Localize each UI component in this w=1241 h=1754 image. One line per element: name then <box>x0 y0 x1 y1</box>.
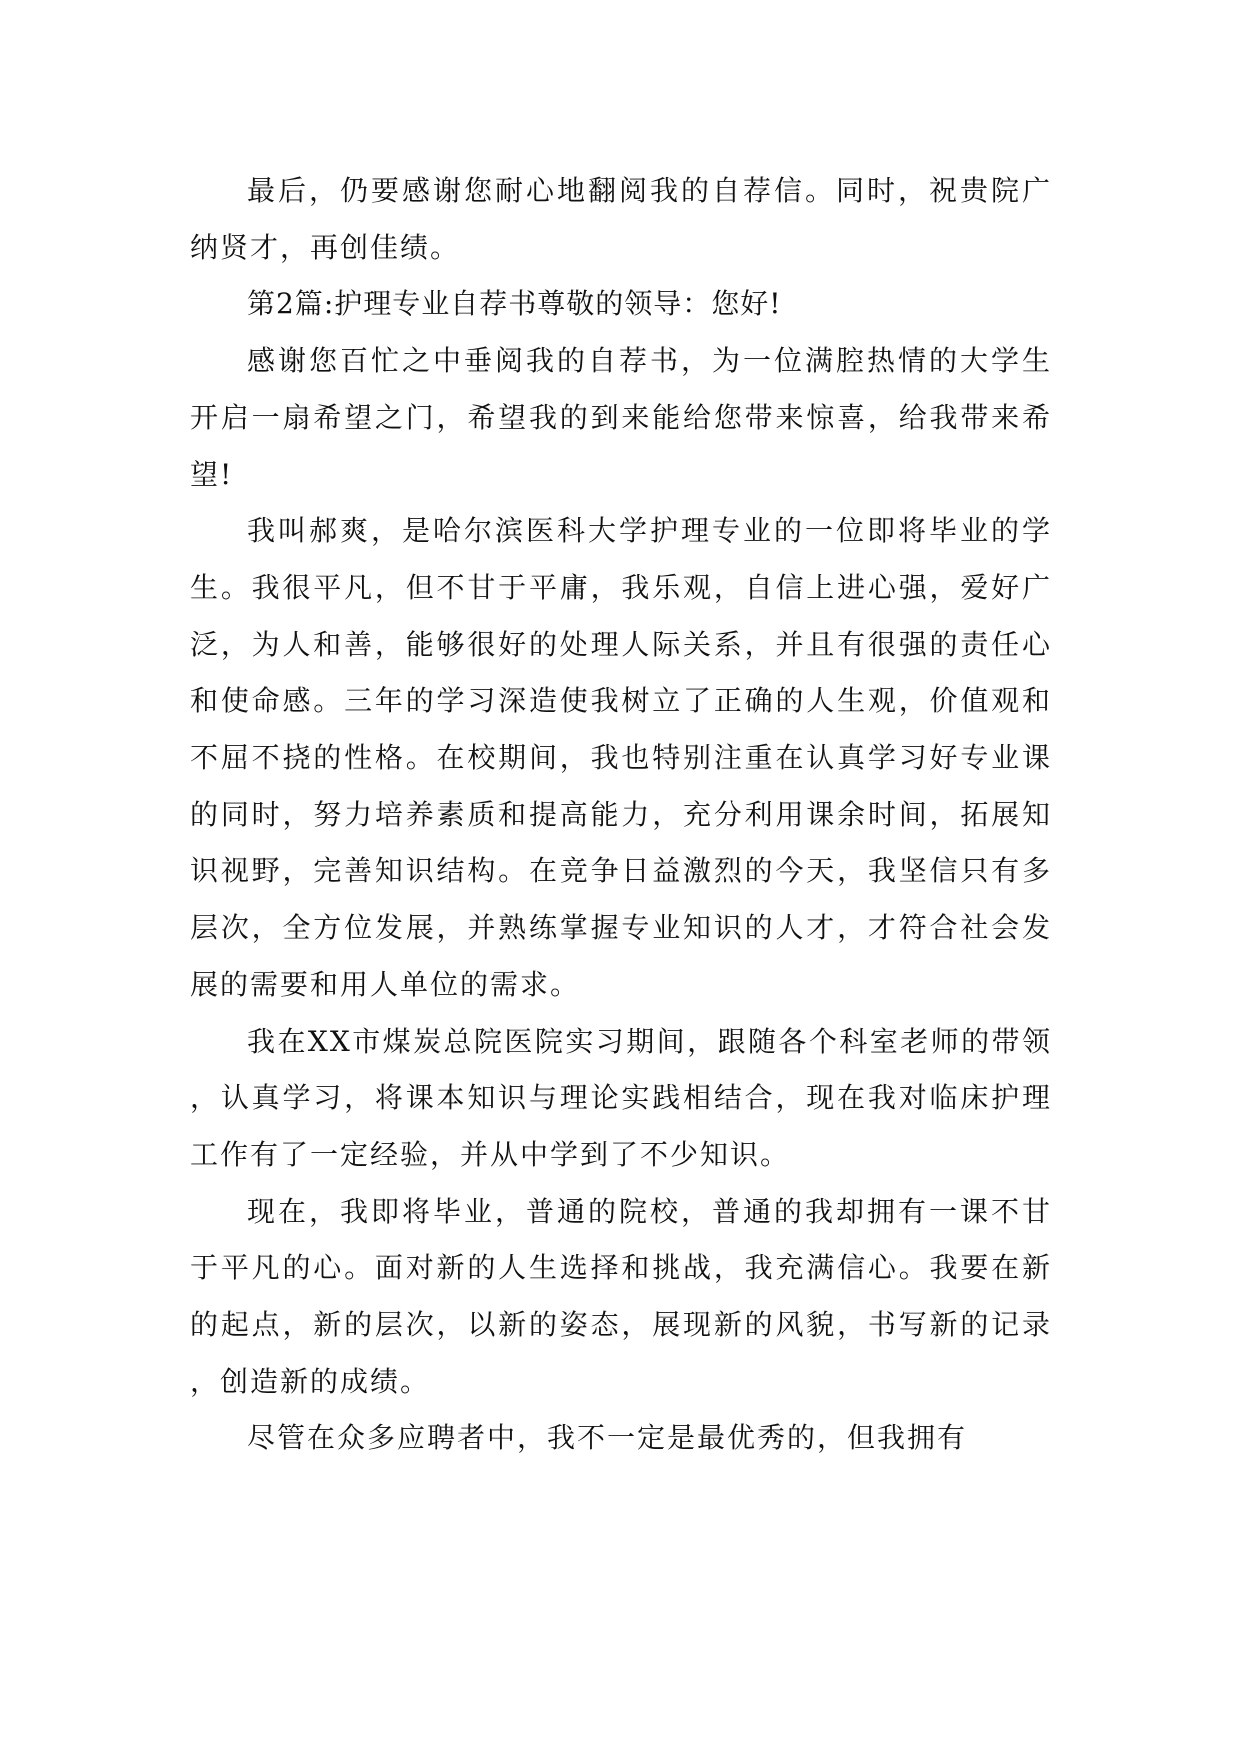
document-body <box>190 163 1052 1467</box>
candidate-paragraph: 尽管在众多应聘者中，我不一定是最优秀的，但我拥有 <box>247 1421 968 1455</box>
intro-paragraph: 感谢您百忙之中垂阅我的自荐书，为一位满腔热情的大学生开启一扇希望之门，希望我的到来能给您带来惊喜，给我带来希望! <box>190 344 1052 491</box>
internship-paragraph: 我在XX市煤炭总院医院实习期间，跟随各个科室老师的带领，认真学习，将课本知识与理论实践相结合，现在我对临床护理工作有了一定经验，并从中学到了不少知识。 <box>190 1024 1052 1171</box>
self-introduction-paragraph: 我叫郝爽，是哈尔滨医科大学护理专业的一位即将毕业的学生。我很平凡，但不甘于平庸，我乐观，自信上进心强，爱好广泛，为人和善，能够很好的处理人际关系，并且有很强的责任心和使命感。三年的学习深造使我树立了正确的人生观，价值观和不屈不挠的性格。在校期间，我也特别注重在认真学习好专业课的同时，努力培养素质和提高能力，充分利用课余时间，拓展知识视野，完善知识结构。在竞争日益激烈的今天，我坚信只有多层次，全方位发展，并熟练掌握专业知识的人才，才符合社会发展的需要和用人单位的需求。 <box>190 514 1052 1001</box>
graduation-paragraph: 现在，我即将毕业，普通的院校，普通的我却拥有一课不甘于平凡的心。面对新的人生选择和挑战，我充满信心。我要在新的起点，新的层次，以新的姿态，展现新的风貌，书写新的记录，创造新的成绩。 <box>190 1194 1052 1398</box>
closing-paragraph: 最后，仍要感谢您耐心地翻阅我的自荐信。同时，祝贵院广纳贤才，再创佳绩。 <box>190 174 1052 264</box>
section-heading: 第2篇:护理专业自荐书尊敬的领导：您好! <box>247 287 782 321</box>
